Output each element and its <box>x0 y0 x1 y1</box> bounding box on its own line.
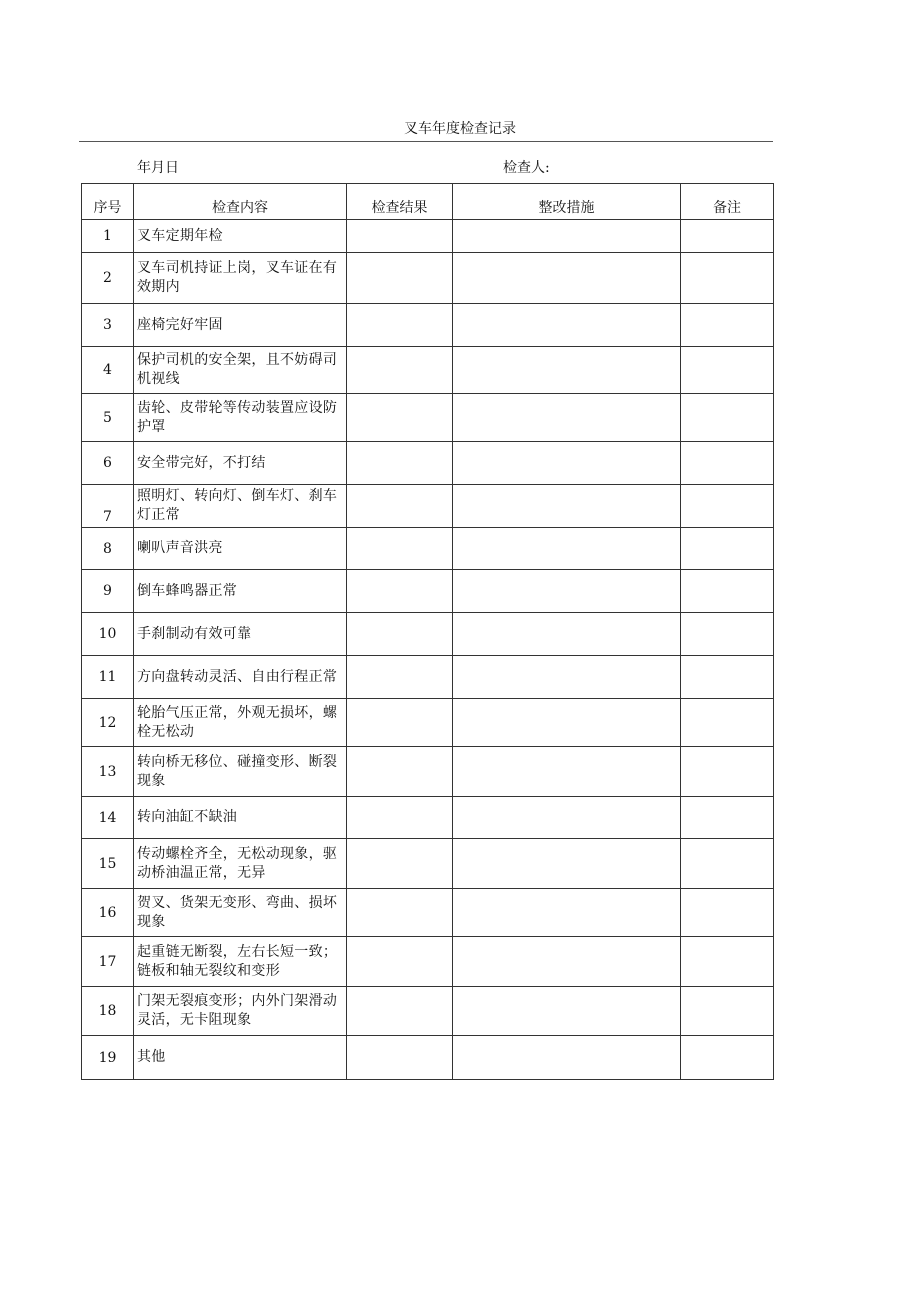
row-number: 16 <box>82 889 134 937</box>
measures-cell[interactable] <box>453 987 681 1036</box>
row-number: 8 <box>82 528 134 570</box>
row-number: 10 <box>82 613 134 656</box>
remarks-cell[interactable] <box>681 570 774 613</box>
remarks-cell[interactable] <box>681 220 774 253</box>
title-divider <box>79 141 773 142</box>
row-number: 2 <box>82 253 134 304</box>
measures-cell[interactable] <box>453 656 681 699</box>
measures-cell[interactable] <box>453 1036 681 1080</box>
table-row <box>82 253 774 304</box>
measures-cell[interactable] <box>453 485 681 528</box>
header-row <box>82 184 774 220</box>
row-number: 7 <box>82 485 134 528</box>
row-content: 转向油缸不缺油 <box>134 797 347 839</box>
row-content: 贺叉、货架无变形、弯曲、损坏现象 <box>134 889 347 937</box>
row-content: 叉车定期年检 <box>134 220 347 253</box>
table-row <box>82 570 774 613</box>
result-cell[interactable] <box>347 656 453 699</box>
remarks-cell[interactable] <box>681 394 774 442</box>
table-row <box>82 528 774 570</box>
table-row <box>82 304 774 347</box>
result-cell[interactable] <box>347 699 453 747</box>
row-number: 9 <box>82 570 134 613</box>
table-row <box>82 220 774 253</box>
result-cell[interactable] <box>347 253 453 304</box>
remarks-cell[interactable] <box>681 613 774 656</box>
table-row <box>82 485 774 528</box>
row-content: 齿轮、皮带轮等传动装置应设防护罩 <box>134 394 347 442</box>
date-label: 年月日 <box>137 160 179 176</box>
result-cell[interactable] <box>347 889 453 937</box>
measures-cell[interactable] <box>453 797 681 839</box>
remarks-cell[interactable] <box>681 699 774 747</box>
header-remarks: 备注 <box>681 184 774 220</box>
remarks-cell[interactable] <box>681 889 774 937</box>
result-cell[interactable] <box>347 394 453 442</box>
row-number: 1 <box>82 220 134 253</box>
result-cell[interactable] <box>347 987 453 1036</box>
table-row <box>82 747 774 797</box>
row-number: 12 <box>82 699 134 747</box>
row-number: 6 <box>82 442 134 485</box>
remarks-cell[interactable] <box>681 442 774 485</box>
measures-cell[interactable] <box>453 839 681 889</box>
measures-cell[interactable] <box>453 570 681 613</box>
table-row <box>82 394 774 442</box>
measures-cell[interactable] <box>453 747 681 797</box>
row-number: 11 <box>82 656 134 699</box>
row-content: 方向盘转动灵活、自由行程正常 <box>134 656 347 699</box>
row-content: 起重链无断裂，左右长短一致；链板和轴无裂纹和变形 <box>134 937 347 987</box>
row-number: 15 <box>82 839 134 889</box>
remarks-cell[interactable] <box>681 1036 774 1080</box>
remarks-cell[interactable] <box>681 987 774 1036</box>
table-row <box>82 937 774 987</box>
measures-cell[interactable] <box>453 220 681 253</box>
header-result: 检查结果 <box>347 184 453 220</box>
table-row <box>82 699 774 747</box>
result-cell[interactable] <box>347 937 453 987</box>
header-content: 检查内容 <box>134 184 347 220</box>
remarks-cell[interactable] <box>681 528 774 570</box>
result-cell[interactable] <box>347 613 453 656</box>
row-content: 倒车蜂鸣器正常 <box>134 570 347 613</box>
result-cell[interactable] <box>347 485 453 528</box>
result-cell[interactable] <box>347 570 453 613</box>
row-number: 19 <box>82 1036 134 1080</box>
result-cell[interactable] <box>347 528 453 570</box>
table-row <box>82 889 774 937</box>
table-row <box>82 797 774 839</box>
table-row <box>82 1036 774 1080</box>
row-number: 4 <box>82 347 134 394</box>
inspection-table <box>81 183 774 1080</box>
row-content: 其他 <box>134 1036 347 1080</box>
result-cell[interactable] <box>347 797 453 839</box>
result-cell[interactable] <box>347 220 453 253</box>
table-row <box>82 987 774 1036</box>
result-cell[interactable] <box>347 1036 453 1080</box>
header-measures: 整改措施 <box>453 184 681 220</box>
result-cell[interactable] <box>347 747 453 797</box>
row-content: 转向桥无移位、碰撞变形、断裂现象 <box>134 747 347 797</box>
row-content: 轮胎气压正常，外观无损坏，螺栓无松动 <box>134 699 347 747</box>
row-number: 13 <box>82 747 134 797</box>
row-content: 喇叭声音洪亮 <box>134 528 347 570</box>
result-cell[interactable] <box>347 304 453 347</box>
document-title: 叉车年度检查记录 <box>404 121 516 137</box>
measures-cell[interactable] <box>453 937 681 987</box>
row-content: 安全带完好，不打结 <box>134 442 347 485</box>
remarks-cell[interactable] <box>681 304 774 347</box>
measures-cell[interactable] <box>453 442 681 485</box>
result-cell[interactable] <box>347 442 453 485</box>
table-row <box>82 613 774 656</box>
table-row <box>82 656 774 699</box>
measures-cell[interactable] <box>453 613 681 656</box>
inspector-label: 检查人: <box>503 160 550 176</box>
remarks-cell[interactable] <box>681 839 774 889</box>
row-content: 保护司机的安全架，且不妨碍司机视线 <box>134 347 347 394</box>
row-content: 传动螺栓齐全，无松动现象，驱动桥油温正常，无异 <box>134 839 347 889</box>
remarks-cell[interactable] <box>681 797 774 839</box>
measures-cell[interactable] <box>453 889 681 937</box>
measures-cell[interactable] <box>453 528 681 570</box>
row-content: 座椅完好牢固 <box>134 304 347 347</box>
row-content: 手刹制动有效可靠 <box>134 613 347 656</box>
row-content: 门架无裂痕变形；内外门架滑动灵活，无卡阻现象 <box>134 987 347 1036</box>
measures-cell[interactable] <box>453 253 681 304</box>
remarks-cell[interactable] <box>681 937 774 987</box>
remarks-cell[interactable] <box>681 656 774 699</box>
row-number: 17 <box>82 937 134 987</box>
measures-cell[interactable] <box>453 394 681 442</box>
row-content: 照明灯、转向灯、倒车灯、刹车灯正常 <box>134 485 347 528</box>
table-row <box>82 442 774 485</box>
remarks-cell[interactable] <box>681 747 774 797</box>
measures-cell[interactable] <box>453 699 681 747</box>
remarks-cell[interactable] <box>681 253 774 304</box>
row-number: 3 <box>82 304 134 347</box>
row-number: 18 <box>82 987 134 1036</box>
result-cell[interactable] <box>347 839 453 889</box>
remarks-cell[interactable] <box>681 347 774 394</box>
table-row <box>82 347 774 394</box>
row-content: 叉车司机持证上岗，叉车证在有效期内 <box>134 253 347 304</box>
table-row <box>82 839 774 889</box>
measures-cell[interactable] <box>453 304 681 347</box>
remarks-cell[interactable] <box>681 485 774 528</box>
header-seq: 序号 <box>82 184 134 220</box>
result-cell[interactable] <box>347 347 453 394</box>
measures-cell[interactable] <box>453 347 681 394</box>
row-number: 5 <box>82 394 134 442</box>
row-number: 14 <box>82 797 134 839</box>
